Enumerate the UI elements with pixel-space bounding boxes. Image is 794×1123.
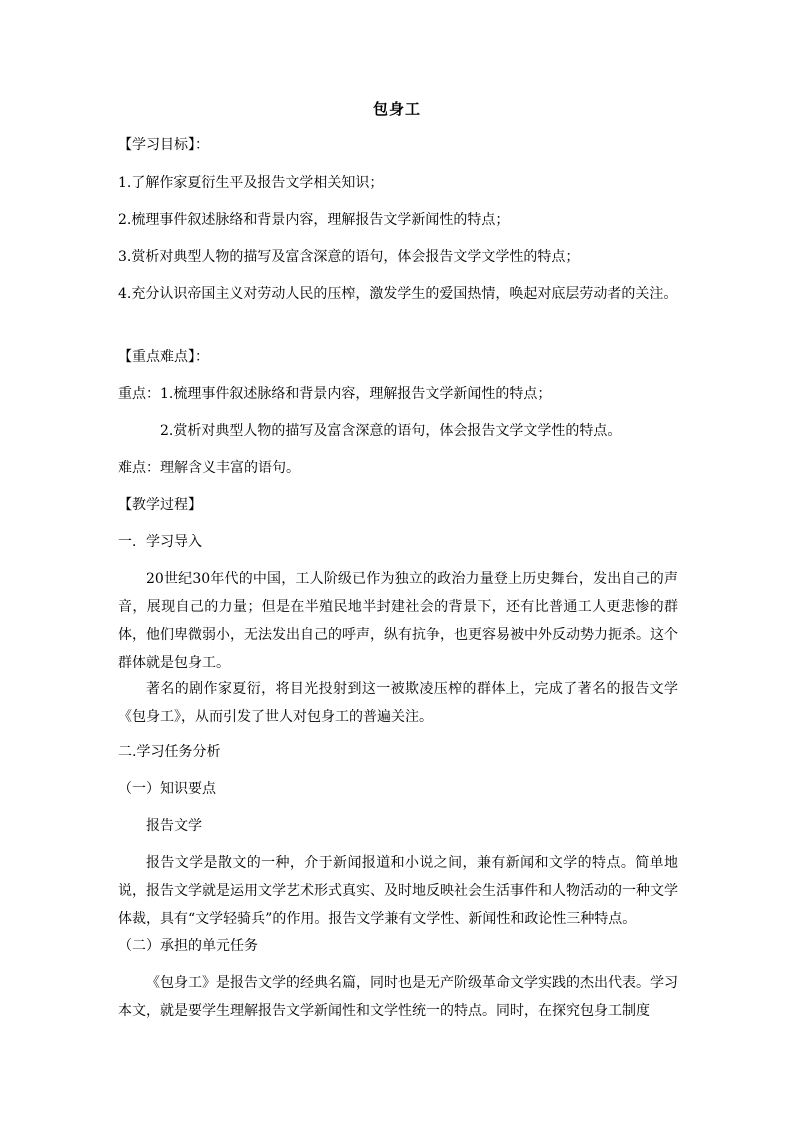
- process-heading: 【教学过程】: [118, 497, 202, 513]
- objective-item: 3.赏析对典型人物的描写及富含深意的语句，体会报告文学文学性的特点；: [118, 249, 580, 265]
- key-point: 重点：1.梳理事件叙述脉络和背景内容，理解报告文学新闻性的特点；: [118, 386, 552, 402]
- paragraph: 20世纪30年代的中国，工人阶级已作为独立的政治力量登上历史舞台，发出自己的声音，展现自己的力量；但是在半殖民地半封建社会的背景下，还有比普通工人更悲惨的群体，他们卑微弱小，无法发出自己的呼声，纵有抗争，也更容易被中外反动势力扼杀。这个群体就是包身工。: [118, 571, 678, 671]
- key-heading: 【重点难点】：: [118, 349, 209, 365]
- subsection-heading: （二）承担的单元任务: [118, 938, 258, 954]
- section-heading: 二.学习任务分析: [118, 744, 221, 760]
- objective-item: 1.了解作家夏衍生平及报告文学相关知识；: [118, 175, 384, 191]
- subsection-heading: （一）知识要点: [118, 781, 216, 797]
- term-label: 报告文学: [146, 818, 202, 834]
- key-point: 2.赏析对典型人物的描写及富含深意的语句，体会报告文学文学性的特点。: [160, 423, 622, 439]
- difficulty: 难点：理解含义丰富的语句。: [118, 460, 300, 476]
- document-title: 包身工: [372, 100, 421, 118]
- paragraph: 《包身工》是报告文学的经典名篇，同时也是无产阶级革命文学实践的杰出代表。学习本文，就是要学生理解报告文学新闻性和文学性统一的特点。同时，在探究包身工制度: [118, 975, 678, 1019]
- paragraph: 著名的剧作家夏衍，将目光投射到这一被欺凌压榨的群体上，完成了著名的报告文学《包身工》，从而引发了世人对包身工的普遍关注。: [118, 681, 678, 725]
- objectives-heading: 【学习目标】：: [118, 137, 209, 153]
- paragraph: 报告文学是散文的一种，介于新闻报道和小说之间，兼有新闻和文学的特点。简单地说，报告文学就是运用文学艺术形式真实、及时地反映社会生活事件和人物活动的一种文学体裁，具有“文学轻骑兵”的作用。报告文学兼有文学性、新闻性和政论性三种特点。: [118, 855, 678, 927]
- objective-item: 4.充分认识帝国主义对劳动人民的压榨，激发学生的爱国热情，唤起对底层劳动者的关注。: [118, 286, 678, 302]
- section-heading: 一．学习导入: [118, 534, 202, 550]
- objective-item: 2.梳理事件叙述脉络和背景内容，理解报告文学新闻性的特点；: [118, 212, 510, 228]
